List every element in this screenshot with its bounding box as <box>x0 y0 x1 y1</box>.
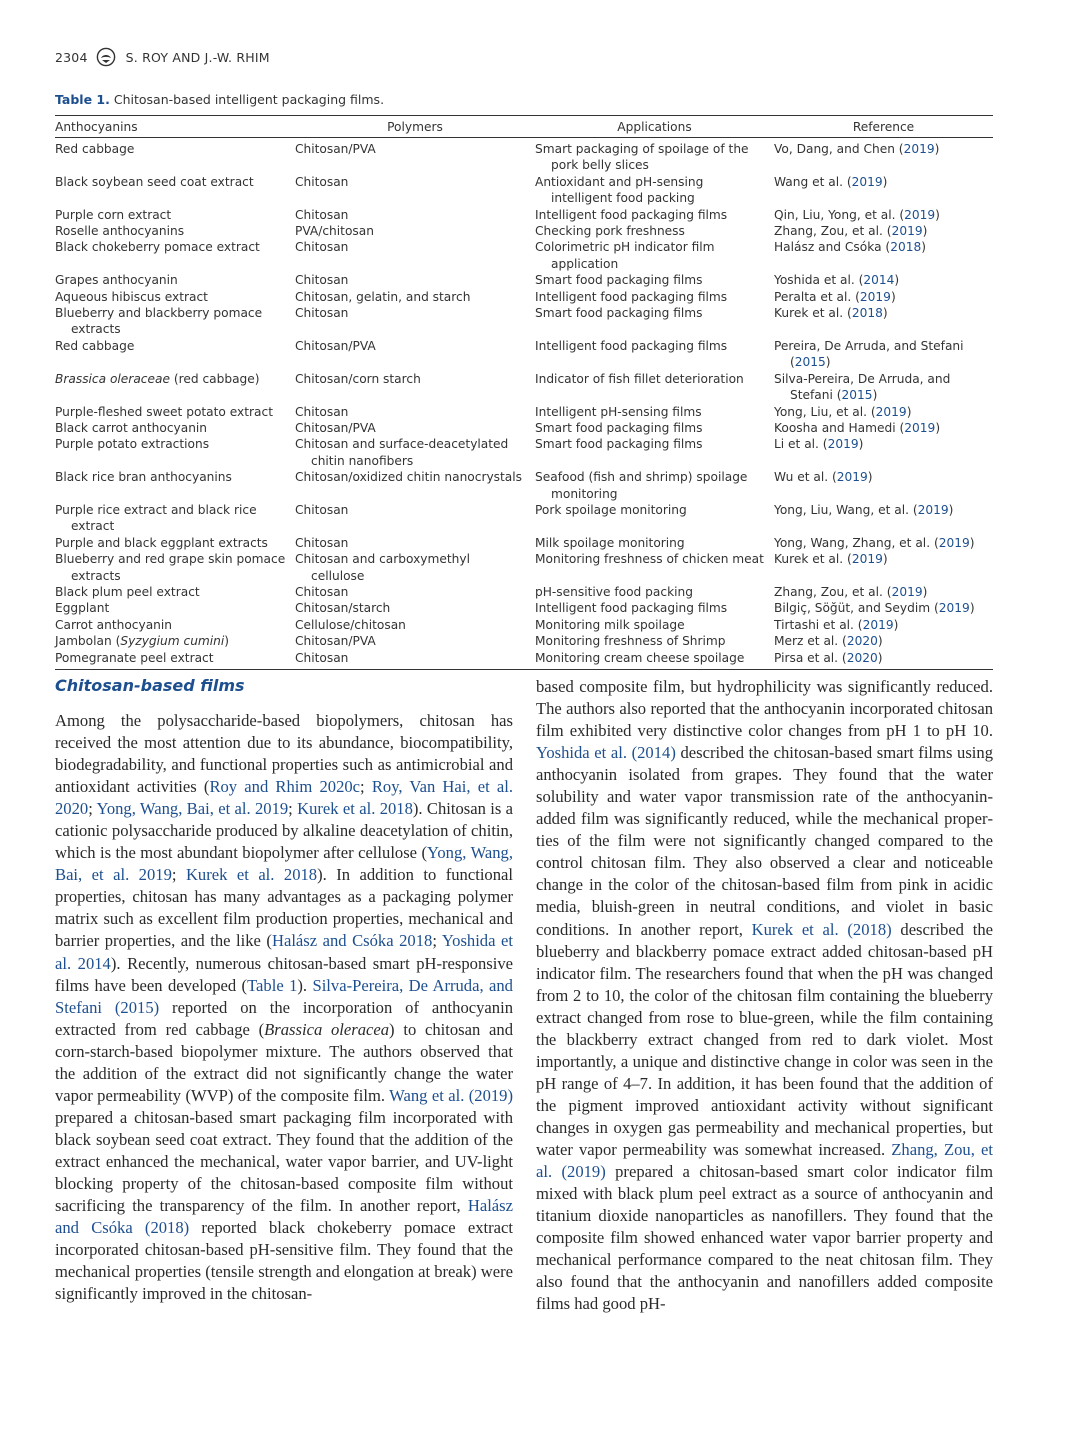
cell-anthocyanin: Carrot anthocyanin <box>55 617 172 632</box>
cell-reference: Li et al. (2019) <box>774 437 864 452</box>
table-row <box>55 600 993 616</box>
table-row <box>55 174 993 207</box>
table-caption <box>55 92 384 107</box>
citation-link[interactable]: Roy, Van Hai, et al. 2020 <box>55 777 513 819</box>
cell-anthocyanin: Black rice bran anthocyanins <box>55 470 232 485</box>
cell-reference: Zhang, Zou, et al. (2019) <box>774 224 928 239</box>
body-text: ; <box>288 799 298 819</box>
header-reference: Reference <box>852 119 915 134</box>
reference-year-link[interactable]: 2019 <box>891 224 923 239</box>
body-text: ; <box>360 777 372 797</box>
reference-year-link[interactable]: 2014 <box>863 273 895 288</box>
cell-application: Checking pork freshness <box>535 224 685 239</box>
chitosan-films-table <box>55 115 993 670</box>
cell-reference: Kurek et al. (2019) <box>774 552 888 567</box>
cell-polymer: Chitosan <box>295 174 349 189</box>
cell-polymer: Chitosan <box>295 404 349 419</box>
body-text: ). <box>297 975 313 995</box>
table-row <box>55 502 993 535</box>
reference-year-link[interactable]: 2019 <box>836 470 868 485</box>
cell-application: Intelligent food packaging films <box>535 207 728 222</box>
cell-polymer: Chitosan/corn starch <box>295 371 421 386</box>
cell-polymer: Chitosan <box>295 306 349 321</box>
header-anthocyanins: Anthocyanins <box>55 119 138 134</box>
cell-reference: Pirsa et al. (2020) <box>774 650 883 665</box>
citation-link[interactable]: Kurek et al. 2018 <box>297 799 413 819</box>
cell-polymer: Chitosan/PVA <box>295 142 376 156</box>
citation-link[interactable]: Yong, Wang, Bai, et al. 2019 <box>96 799 289 819</box>
body-text: prepared a chitosan-based smart color indicator film mixed with black plum peel extract as a source of anthocyanin and titanium dioxide nanoparticles as nanofillers. They found that the composite film showed enhanced water vapor barrier property and mechanical performance compared to the neat chitosan film. They also found that the anthocyanin and nanofillers added composite films had good pH- <box>536 1162 994 1314</box>
cell-polymer: Chitosan and surface-deacetylated chitin nanofibers <box>295 437 509 468</box>
cell-application: Smart food packaging films <box>535 437 703 452</box>
cell-polymer: Chitosan <box>295 535 349 550</box>
cell-polymer: Chitosan/PVA <box>295 634 376 649</box>
reference-authors: Qin, Liu, Yong, et al. <box>774 207 896 222</box>
reference-year-link[interactable]: 2019 <box>851 552 883 567</box>
cell-anthocyanin: Jambolan (Syzygium cumini) <box>55 634 230 649</box>
cell-application: Intelligent food packaging films <box>535 601 728 616</box>
cell-anthocyanin: Eggplant <box>55 601 110 616</box>
cell-reference: Peralta et al. (2019) <box>774 289 896 304</box>
cell-anthocyanin: Black soybean seed coat extract <box>55 174 254 189</box>
table-body <box>55 138 993 669</box>
cell-anthocyanin: Aqueous hibiscus extract <box>55 289 208 304</box>
cell-anthocyanin: Purple and black eggplant extracts <box>55 535 268 550</box>
cell-reference: Merz et al. (2020) <box>774 634 883 649</box>
body-text: ; <box>88 799 97 819</box>
reference-authors: Bilgiç, Söğüt, and Seydim <box>774 601 931 616</box>
table-row <box>55 551 993 584</box>
table-row <box>55 436 993 469</box>
reference-year-link[interactable]: 2020 <box>846 650 878 665</box>
table-row <box>55 305 993 338</box>
cell-reference: Kurek et al. (2018) <box>774 306 888 321</box>
cell-polymer: Chitosan/starch <box>295 601 391 616</box>
reference-year-link[interactable]: 2018 <box>851 306 883 321</box>
body-text: ) to chitosan and corn-starch-based biopolymer mixture. The authors observed that the addition of the extract did not significantly change the water vapor permeability (WVP) of the composite film. <box>55 1019 514 1105</box>
cell-polymer: Chitosan <box>295 273 349 288</box>
table-row <box>55 141 993 174</box>
cell-polymer: Chitosan/PVA <box>295 338 376 353</box>
reference-year-link[interactable]: 2019 <box>938 535 970 550</box>
cell-anthocyanin: Black carrot anthocyanin <box>55 420 208 435</box>
cell-application: Monitoring freshness of Shrimp <box>535 634 726 649</box>
reference-authors: Pereira, De Arruda, and Stefani <box>774 338 964 353</box>
reference-year-link[interactable]: 2019 <box>917 502 949 517</box>
cell-application: Monitoring milk spoilage <box>535 617 685 632</box>
cell-reference: Yong, Wang, Zhang, et al. (2019) <box>774 535 975 550</box>
cell-anthocyanin: Blueberry and blackberry pomace extracts <box>55 306 263 337</box>
cell-polymer: Chitosan/oxidized chitin nanocrystals <box>295 470 523 485</box>
cell-reference: Vo, Dang, and Chen (2019) <box>774 142 940 156</box>
reference-year-link[interactable]: 2019 <box>875 404 907 419</box>
reference-year-link[interactable]: 2015 <box>841 388 873 403</box>
reference-authors: Li et al. <box>774 437 819 452</box>
running-authors: S. ROY AND J.-W. RHIM <box>125 49 270 65</box>
cell-polymer: Chitosan <box>295 650 349 665</box>
cell-anthocyanin: Blueberry and red grape skin pomace extracts <box>55 552 286 583</box>
cell-reference: Koosha and Hamedi (2019) <box>774 420 941 435</box>
reference-authors: Vo, Dang, and Chen <box>774 142 895 156</box>
cell-anthocyanin: Grapes anthocyanin <box>55 273 178 288</box>
reference-year-link[interactable]: 2019 <box>904 207 936 222</box>
table-row <box>55 404 993 420</box>
cell-polymer: Chitosan and carboxymethyl cellulose <box>295 552 470 583</box>
cell-application: Smart packaging of spoilage of the pork belly slices <box>535 142 749 173</box>
cell-application: Milk spoilage monitoring <box>535 535 685 550</box>
cell-reference: Qin, Liu, Yong, et al. (2019) <box>774 207 940 222</box>
cell-anthocyanin: Roselle anthocyanins <box>55 224 185 239</box>
species-name: Syzygium cumini <box>120 634 225 649</box>
table-row <box>55 633 993 649</box>
table-row <box>55 420 993 436</box>
cell-reference: Pereira, De Arruda, and Stefani (2015) <box>774 338 964 370</box>
citation-link[interactable]: Yoshida et al. (2014) <box>536 743 676 763</box>
running-header <box>55 46 270 68</box>
citation-link[interactable]: Zhang, Zou, et al. (2019) <box>536 1139 993 1182</box>
reference-authors: Silva-Pereira, De Arruda, and Stefani <box>774 371 951 403</box>
species-name: Brassica oleraceae <box>55 371 170 386</box>
table-title: Chitosan-based intelligent packaging films. <box>113 92 385 107</box>
cell-application: Antioxidant and pH-sensing intelligent food packing <box>535 174 704 206</box>
cell-anthocyanin: Black plum peel extract <box>55 584 200 599</box>
cell-application: Colorimetric pH indicator film application <box>535 240 715 271</box>
cell-anthocyanin: Purple potato extractions <box>55 437 210 452</box>
citation-link[interactable]: Wang et al. (2019) <box>389 1085 513 1105</box>
cell-polymer: Chitosan <box>295 207 349 222</box>
table-row <box>55 289 993 305</box>
cell-polymer: Chitosan <box>295 240 349 255</box>
cell-reference: Halász and Csóka (2018) <box>774 240 926 255</box>
reference-authors: Tirtashi et al. <box>774 617 854 632</box>
left-paragraph <box>55 710 513 1305</box>
reference-year-link[interactable]: 2019 <box>904 420 936 435</box>
cell-anthocyanin: Black chokeberry pomace extract <box>55 240 260 255</box>
cell-application: Intelligent food packaging films <box>535 338 728 353</box>
cell-application: pH-sensitive food packing <box>535 584 693 599</box>
table-row <box>55 469 993 502</box>
citation-link[interactable]: Roy and Rhim 2020c <box>209 777 361 797</box>
cell-application: Intelligent food packaging films <box>535 289 728 304</box>
body-text: ). Chitosan is a cationic polysaccharide produced by alkaline deacetylation of chitin, which is the most abundant biopolymer after cellulose ( <box>55 799 513 863</box>
cell-polymer: Chitosan/PVA <box>295 420 376 435</box>
reference-year-link[interactable]: 2019 <box>903 142 935 156</box>
reference-authors: Kurek et al. <box>774 552 844 567</box>
cell-application: Monitoring freshness of chicken meat <box>535 552 764 567</box>
cell-reference: Zhang, Zou, et al. (2019) <box>774 584 928 599</box>
reference-authors: Yong, Liu, Wang, et al. <box>774 502 909 517</box>
cell-polymer: Chitosan, gelatin, and starch <box>295 289 471 304</box>
table-row <box>55 239 993 272</box>
reference-year-link[interactable]: 2019 <box>851 174 883 189</box>
body-text: Among the polysaccharide-based biopolymers, chitosan has received the most attention due to its abundance, biocompatibility, biodegradability, and functional properties such as antimicrobial and antioxidant activities ( <box>55 711 513 797</box>
reference-authors: Wu et al. <box>774 470 829 485</box>
body-text: ). Recently, numerous chitosan-based smart pH-responsive films have been developed ( <box>55 953 513 995</box>
cell-anthocyanin: Purple rice extract and black rice extract <box>55 502 257 534</box>
body-text: ; <box>432 931 442 951</box>
reference-authors: Yoshida et al. <box>774 273 855 288</box>
reference-authors: Yong, Wang, Zhang, et al. <box>774 535 931 550</box>
reference-authors: Zhang, Zou, et al. <box>774 584 883 599</box>
header-polymers: Polymers <box>387 119 443 134</box>
cell-reference: Yong, Liu, et al. (2019) <box>774 404 912 419</box>
cell-application: Indicator of fish fillet deterioration <box>535 371 744 386</box>
body-text: ; <box>171 865 186 885</box>
right-paragraph <box>536 676 993 1315</box>
section-title: Chitosan-based films <box>55 676 245 695</box>
citation-link[interactable]: Halász and Csóka 2018 <box>271 931 433 951</box>
cell-polymer: PVA/chitosan <box>295 224 374 239</box>
citation-link[interactable]: Yong, Wang, Bai, et al. 2019 <box>55 843 514 885</box>
citation-link[interactable]: Kurek et al. (2018) <box>751 919 892 939</box>
cell-anthocyanin: Red cabbage <box>55 142 135 156</box>
reference-authors: Yong, Liu, et al. <box>774 404 868 419</box>
cell-application: Smart food packaging films <box>535 306 703 321</box>
reference-year-link[interactable]: 2015 <box>794 355 826 370</box>
cell-application: Monitoring cream cheese spoilage <box>535 650 745 665</box>
reference-year-link[interactable]: 2019 <box>862 617 894 632</box>
body-text: reported on the incorporation of anthocyanin extracted from red cabbage ( <box>55 997 513 1039</box>
body-text: prepared a chitosan-based smart packaging film incorporated with black soybean seed coat extract. They found that the addition of the extract enhanced the mechanical, water vapor barrier, and UV-light blocking property of the chitosan-based composite film without sacrificing the transparency of the film. In another report, <box>55 1107 513 1216</box>
reference-year-link[interactable]: 2018 <box>890 240 922 255</box>
cell-application: Smart food packaging films <box>535 420 703 435</box>
reference-authors: Peralta et al. <box>774 289 852 304</box>
reference-year-link[interactable]: 2019 <box>891 584 923 599</box>
reference-authors: Halász and Csóka <box>774 240 882 255</box>
cell-reference: Wang et al. (2019) <box>774 174 888 189</box>
cell-polymer: Chitosan <box>295 584 349 599</box>
body-column-left <box>55 710 513 1305</box>
cell-anthocyanin: Brassica oleraceae (red cabbage) <box>55 371 260 386</box>
reference-year-link[interactable]: 2019 <box>827 437 859 452</box>
table-row <box>55 617 993 633</box>
table-header-row <box>55 116 993 138</box>
cell-anthocyanin: Purple-fleshed sweet potato extract <box>55 404 273 419</box>
table-row <box>55 272 993 288</box>
reference-authors: Kurek et al. <box>774 306 844 321</box>
table-label: Table 1. <box>55 92 110 107</box>
cell-reference: Bilgiç, Söğüt, and Seydim (2019) <box>774 601 975 616</box>
cell-reference: Yong, Liu, Wang, et al. (2019) <box>774 502 954 517</box>
table-row <box>55 223 993 239</box>
table-row <box>55 207 993 223</box>
reference-authors: Merz et al. <box>774 634 839 649</box>
reference-year-link[interactable]: 2019 <box>859 289 891 304</box>
cell-application: Pork spoilage monitoring <box>535 502 687 517</box>
cell-anthocyanin: Pomegranate peel extract <box>55 650 214 665</box>
reference-authors: Koosha and Hamedi <box>774 420 896 435</box>
cell-application: Seafood (fish and shrimp) spoilage monitoring <box>535 470 748 501</box>
cell-application: Smart food packaging films <box>535 273 703 288</box>
body-column-right <box>536 676 993 1315</box>
citation-link[interactable]: Yoshida et al. 2014 <box>55 931 513 973</box>
citation-link[interactable]: Silva-Pereira, De Arruda, and Stefani (2015) <box>55 975 513 1017</box>
cell-polymer: Cellulose/chitosan <box>295 617 406 632</box>
publisher-logo-icon <box>96 47 116 67</box>
reference-year-link[interactable]: 2019 <box>938 601 970 616</box>
cell-reference: Tirtashi et al. (2019) <box>774 617 899 632</box>
table-row <box>55 338 993 371</box>
table-row <box>55 535 993 551</box>
cell-reference: Silva-Pereira, De Arruda, and Stefani (2015) <box>774 371 951 403</box>
table-row <box>55 371 993 404</box>
table-row <box>55 650 993 666</box>
body-text: based composite film, but hydrophilicity was significantly reduced. The authors also reported that the anthocyanin incorporated chitosan film exhibited very distinctive color changes from pH 1 to pH 10. <box>536 677 993 741</box>
cell-anthocyanin: Purple corn extract <box>55 207 172 222</box>
header-applications: Applications <box>617 119 692 134</box>
cell-reference: Wu et al. (2019) <box>774 470 873 485</box>
cell-reference: Yoshida et al. (2014) <box>774 273 900 288</box>
citation-link[interactable]: Table 1 <box>247 975 298 995</box>
body-text: described the chitosan-based smart films using anthocyanin isolated from grapes. They found that the water solubility and water vapor transmission rate of the anthocyanin-added film was significantly reduced, while the mechanical properties of the film were not significantly changed compared to the control chitosan film. They also observed a clear and noticeable change in the color of the chitosan-based film from pink in acidic media, bluish-green in neutral conditions, and violet in basic conditions. In another report, <box>536 743 993 939</box>
body-text: ). In addition to functional properties, chitosan has many advantages as a packaging polymer matrix such as excellent film production properties, mechanical and barrier properties, and the like ( <box>55 865 513 951</box>
cell-application: Intelligent pH-sensing films <box>535 404 702 419</box>
cell-polymer: Chitosan <box>295 502 349 517</box>
italic-term: Brassica oleracea <box>264 1019 390 1039</box>
citation-link[interactable]: Halász and Csóka (2018) <box>55 1196 513 1238</box>
citation-link[interactable]: Kurek et al. 2018 <box>185 865 318 885</box>
table-row <box>55 584 993 600</box>
reference-authors: Pirsa et al. <box>774 650 839 665</box>
page-number: 2304 <box>55 49 88 65</box>
reference-authors: Wang et al. <box>774 174 843 189</box>
cell-anthocyanin: Red cabbage <box>55 338 135 353</box>
reference-year-link[interactable]: 2020 <box>846 634 878 649</box>
body-text: reported black chokeberry pomace extract incorporated chitosan-based pH-sensitive film. They found that the mechanical properties (tensile strength and elongation at break) were significantly improved in the chitosan- <box>55 1218 514 1304</box>
reference-authors: Zhang, Zou, et al. <box>774 224 883 239</box>
body-text: described the blueberry and blackberry pomace extract added chitosan-based pH indicator film. The researchers found that when the pH was changed from 2 to 10, the color of the chitosan film containing the blueberry extract changed from rose to blue-green, while the film containing the blackberry extract changed from red to dark violet. Most importantly, a unique and distinctive change in color was seen in the pH range of 4–7. In addition, it has been found that the addition of the pigment improved antioxidant activity without significant changes in oxygen gas permeability and mechanical properties, but water vapor permeability was somewhat increased. <box>536 919 993 1159</box>
